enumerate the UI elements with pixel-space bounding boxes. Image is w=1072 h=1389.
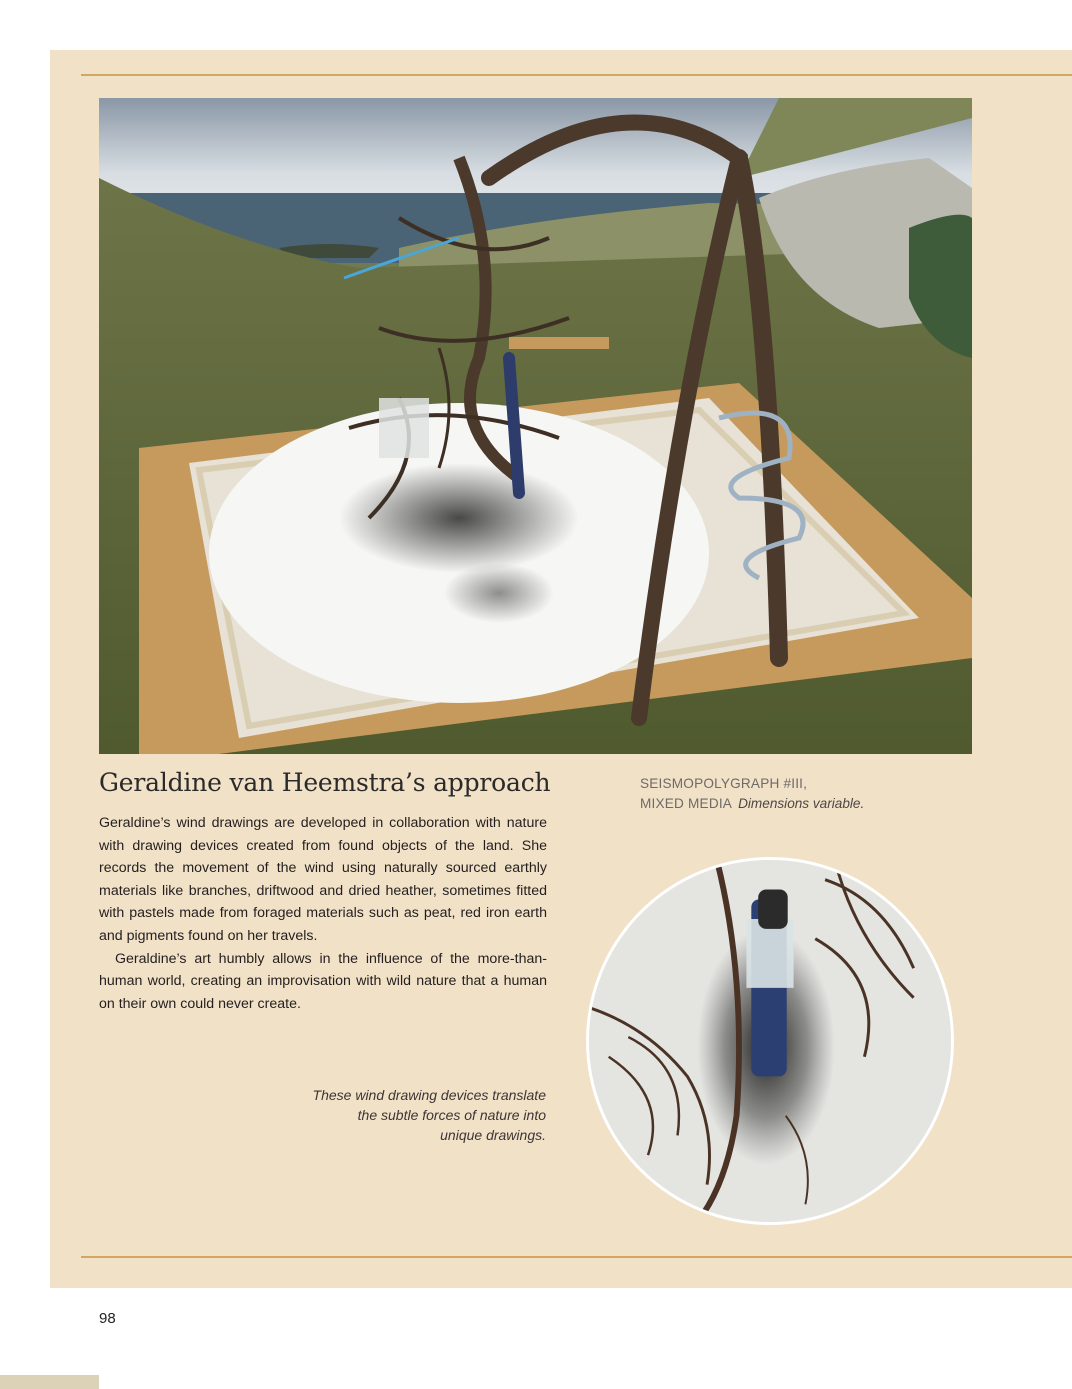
body-text [99,812,547,1015]
top-rule [81,74,1072,76]
pull-caption [280,1085,546,1145]
pull-caption-line: the subtle forces of nature into [357,1107,546,1123]
artwork-dimensions: Dimensions variable. [738,796,865,811]
section-heading: Geraldine van Heemstra’s approach [99,768,551,797]
artwork-medium-line [640,794,970,814]
body-paragraph: Geraldine’s wind drawings are developed in collaboration with nature with drawing devices created from found objects of the land. She records the movement of the wind using naturally sourced earthly materials like branches, driftwood and dried heather, sometimes fitted with pastels made from foraged materials such as peat, red iron earth and pigments found on her travels. [99,815,547,944]
pull-caption-line: unique drawings. [440,1127,546,1143]
artwork-title: SEISMOPOLYGRAPH #III, [640,776,808,791]
page-number: 98 [99,1310,116,1327]
body-paragraph: Geraldine’s art humbly allows in the influence of the more-than-human world, creating an improvisation with wild nature that a human on their own could never create. [99,950,547,1012]
artwork-medium: MIXED MEDIA [640,796,733,811]
detail-photo-circle [586,857,954,1225]
hero-photo-wind-drawing-device [99,98,972,754]
page-edge-tab [0,1375,99,1389]
artwork-caption [640,774,970,814]
pull-caption-line: These wind drawing devices translate [312,1087,546,1103]
bottom-rule [81,1256,1072,1258]
